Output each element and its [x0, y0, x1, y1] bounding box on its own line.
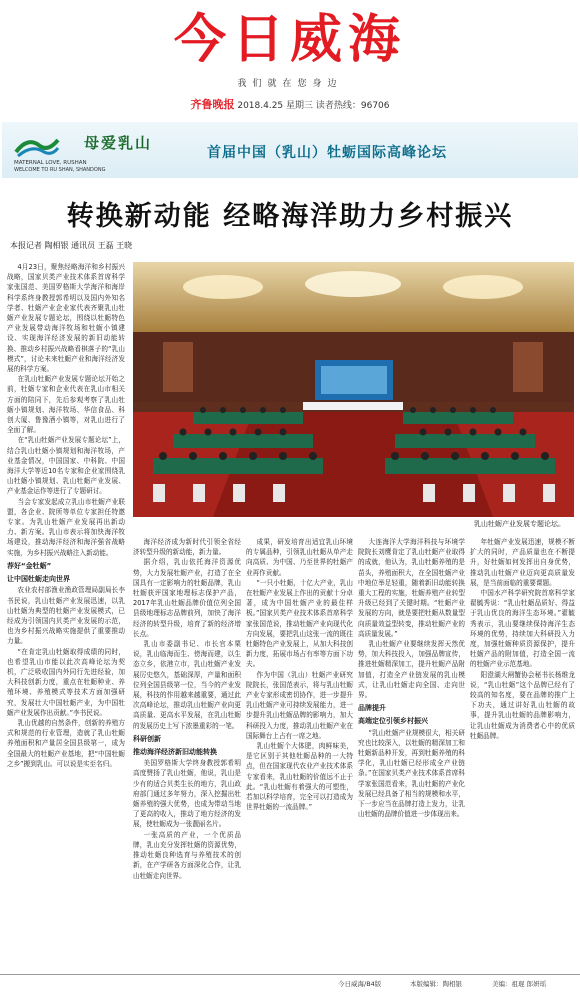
section-subhead: 品牌提升 — [358, 704, 386, 713]
rushan-logo-icon — [14, 132, 60, 158]
footer-design: 美编：祖琨 郎妍瑶 — [492, 980, 547, 988]
footer-editor: 本版编辑：陶相银 — [410, 980, 462, 988]
issue-info: 2018.4.25 星期三 读者热线：96706 — [237, 101, 390, 111]
article-paragraph: 农业农村部渔业渔政管理局副局长李书民说，乳山牡蛎产业发展迅速，以乳山牡蛎为典型的牡蛎产业发展模式，已经成为引领国内贝类产业发展的示范，也为乡村振兴战略实施提供了重要推动力量。 — [7, 586, 125, 646]
headline: 转换新动能 经略海洋助力乡村振兴 — [66, 201, 514, 232]
article-paragraph: “乳山牡蛎产业规模很大，相关研究也比较深入，以牡蛎的精深加工和牡蛎新品种开发，再到牡蛎养殖的科学化，乳山牡蛎已经形成全产业链条。”在国家贝类产业技术体系首席科学家张国范看来，乳山牡蛎的产业化发展已经具备了相当的规模和水平，下一步应当在品牌打造上发力，让乳山牡蛎的品牌价值进一步体现出来。 — [358, 728, 465, 819]
masthead — [0, 0, 580, 118]
photo-caption: 乳山牡蛎产业发展专题论坛。 — [474, 520, 565, 528]
section-subhead: 荐好“金牡蛎” — [7, 561, 52, 570]
article-column-5 — [470, 537, 575, 968]
article-paragraph: 在“乳山牡蛎产业发展专题论坛”上，结合乳山牡蛎小镇规划和海洋牧场，产业基金情况，中国国家、中科院、中国海洋大学等近10名专家和企业家围绕乳山牡蛎小镇规划、乳山牡蛎产业发展、产业基金运作等进行了专题研讨。 — [7, 436, 125, 496]
issue-line — [0, 96, 580, 112]
article-paragraph: 乳山优越的自然条件，创新的养殖方式和规范的行业管理，造就了乳山牡蛎养殖面积和产量居全国县级第一，成为全国最大的牡蛎产业基地，把“中国牡蛎之乡”搬到乳山。可以说是实至名归。 — [7, 718, 125, 768]
byline: 本报记者 陶相银 通讯员 王磊 王晓 — [10, 241, 133, 250]
section-subhead: 高端定位引领乡村振兴 — [358, 717, 428, 726]
page-footer — [0, 974, 580, 994]
article-paragraph: 乳山牡蛎产业要继续发挥天然优势，加大科技投入，加强品牌宣传，推进牡蛎精深加工，提升牡蛎产品附加值，打造全产业链发展的乳山模式，让乳山牡蛎走向全国、走向世界。 — [358, 640, 465, 700]
article-paragraph: 美国罗格斯大学终身教授郭希明高度赞扬了乳山牡蛎，他说，乳山是少有的适合贝类生长的地方，乳山政府部门通过多年努力，深入挖掘出牡蛎养殖的强大优势，也成为带动当地了更高的收入，推动了地方经济的发展，使牡蛎成为一张靓丽名片。 — [133, 759, 241, 829]
newspaper-title: 今日威海 — [173, 10, 406, 70]
forum-title: 首届中国（乳山）牡蛎国际高峰论坛 — [207, 145, 447, 161]
conference-hall-image — [133, 262, 574, 517]
article-column-2 — [133, 537, 241, 968]
article-paragraph: 中国水产科学研究院首席科学家翟毓秀说：“乳山牡蛎品质好、得益于乳山优良的海洋生态环境。”翟毓秀表示，乳山要继续保持海洋生态环境的优势，持续加大科研投入力度，加强牡蛎种质资源保护，提升牡蛎产品的附加值，打造全国一流的牡蛎产业示范基地。 — [470, 589, 575, 669]
article-paragraph: “一只小牡蛎，十亿大产业，乳山在牡蛎产业发展上作出的贡献十分卓著，成为中国牡蛎产业的最佳样板。”国家贝类产业技术体系首席科学家张国范说，推动牡蛎产业向现代化方向发展，要把乳山这张一流的既往牡蛎特色产业发展上，从加大科技创新力度，拓展市场占有率等方面下功夫。 — [246, 578, 353, 669]
article-paragraph: 年牡蛎产业发展迅速，规模不断扩大的同时，产品质量也在不断提升，好牡蛎如何发挥出自身优势，推动乳山牡蛎产业迈向更高质量发展，是当前面临的重要课题。 — [470, 538, 575, 587]
article-paragraph: 据介绍，乳山依托海洋资源优势，大力发展牡蛎产业，打造了在全国具有一定影响力的牡蛎品牌，乳山牡蛎获评国家地理标志保护产品，2017年乳山牡蛎品牌价值位列全国县级地理标志品牌前列，加快了海洋经济的转型升级，培育了新的经济增长点。 — [133, 558, 241, 638]
article-paragraph: 大连海洋大学海洋科技与环境学院院长刘鹰肯定了乳山牡蛎产业取得的成就，他认为，乳山牡蛎养殖的是苗头，养殖面积大，在全国牡蛎产业中地位举足轻重，随着新旧动能转换重大工程的实施，牡蛎养殖产业转型升级已经到了关键时期。“牡蛎产业发展的方向，就是要把牡蛎从数量型向质量效益型转变，推动牡蛎产业的高质量发展。” — [358, 538, 465, 638]
article-paragraph: 乳山牡蛎个大体肥，肉鲜味美，是它区别于其他牡蛎品种的一大特点，但在国家现代农业产业技术体系专家看来，乳山牡蛎的价值远不止于此。“乳山牡蛎有着强大的可塑性，若加以科学培育，完全可以打造成为世界牡蛎的一流品牌。” — [246, 742, 353, 812]
issue-brand: 齐鲁晚报 — [190, 98, 235, 111]
logo-name: 母爱乳山 — [84, 134, 153, 152]
section-subhead: 科研创新 — [133, 734, 161, 743]
article-paragraph: 当会专家发起成立乳山市牡蛎产业联盟，各企业、院所等单位专家担任特邀专家。为乳山牡蛎产业发展再出新动力、新方案。乳山市表示将加快海洋牧场建设，推动海洋经济和海洋强省战略实施，为乡村振兴战略注入新动能。 — [7, 497, 125, 557]
slogan: 我们就在您身边 — [237, 79, 343, 89]
article-paragraph: 海洋经济成为新时代引领全省经济转型升级的新动能，新力量。 — [133, 538, 241, 557]
article-column-1 — [7, 262, 125, 968]
conference-photo — [133, 262, 574, 517]
article-paragraph: 作为中国（乳山）牡蛎产业研究院院长，张国范表示，将与乳山牡蛎产业专家形成密切协作，进一步提升乳山牡蛎产业可持续发展能力，进一步提升乳山牡蛎品牌的影响力，加大科研投入力度，推动乳山牡蛎产业在国际舞台上占有一席之地。 — [246, 670, 353, 740]
article-paragraph: 4月23日，聚焦经略海洋和乡村振兴战略，国家贝类产业技术体系首席科学家张国范、美国罗格斯大学海洋和海岸科学系终身教授郭希明以及国内外知名学者、牡蛎产业企业家代表齐聚乳山牡蛎产业发展专题论坛，围绕以牡蛎特色产业发展带动海洋牧场和牡蛎小镇建设、实现海洋经济发展的新旧动能转换、推动乡村振兴战略看棋落子的“乳山模式”，讨论未来牡蛎产业和海洋经济发展的科学方案。 — [7, 263, 125, 374]
article-paragraph: 在乳山牡蛎产业发展专题论坛开始之前，牡蛎专家和企业代表在乳山市相关方面的陪同下，先后参观考察了乳山牡蛎小镇规划、海洋牧场、华信食品、科创大厦、鲁豫酒小镇等，对乳山进行了全面了解。 — [7, 375, 125, 435]
article-column-3 — [246, 537, 353, 968]
article-paragraph: 阳澄湖大闸蟹协会秘书长杨维龙说，“乳山牡蛎”这个品牌已经有了较高的知名度，要在品牌的推广上下功夫，通过讲好乳山牡蛎的故事，提升乳山牡蛎的品牌影响力，让乳山牡蛎成为消费者心中的优质牡蛎品牌。 — [470, 670, 575, 740]
article-paragraph: 成果，研发培育出适宜乳山环境的专属品种，引领乳山牡蛎从单产走向高质、为中国、乃至世界的牡蛎产业再作贡献。 — [246, 538, 353, 577]
logo-english-line-1: MATERNAL LOVE, RUSHAN — [14, 160, 87, 166]
forum-banner — [2, 122, 578, 178]
article-column-4 — [358, 537, 465, 968]
footer-page: 今日威海/B4版 — [338, 980, 382, 988]
section-subhead: 让中国牡蛎走向世界 — [7, 575, 70, 584]
article-paragraph: 乳山市委副书记、市长官本栗说，乳山临海而生、傍海而建，以生态立乡，依港立市，乳山牡蛎产业发展厉史悠久，基础深厚，产量和面积位列全国县级第一位，当今的产业发展，科技的作用越来越重要，通过此次高峰论坛，推动乳山牡蛎产业向更高质量、更高水平发展，在乳山牡蛎的发展历史上写下浓墨重彩的一笔。 — [133, 640, 241, 730]
section-subhead: 推动海洋经济新旧动能转换 — [133, 748, 217, 757]
logo-english-line-2: WELCOME TO RU SHAN, SHANDONG — [14, 167, 106, 173]
article-paragraph: 一张高质的产业，一个优质品牌，乳山充分发挥牡蛎的资源优势，推动牡蛎良种选育与养殖技术的创新，在产学研各方面深化合作，让乳山牡蛎走向世界。 — [133, 830, 241, 880]
article-paragraph: “在肯定乳山牡蛎取得成绩的同时，也希望乳山市能以此次高峰论坛为契机，广泛吸收国内外同行先进经验，加大科技创新力度，重点在牡蛎种业、养殖环境、养殖模式等技术方面加强研究，发展壮大中国牡蛎产业，为中国牡蛎产业发展作出贡献。”李书民说。 — [7, 647, 125, 717]
